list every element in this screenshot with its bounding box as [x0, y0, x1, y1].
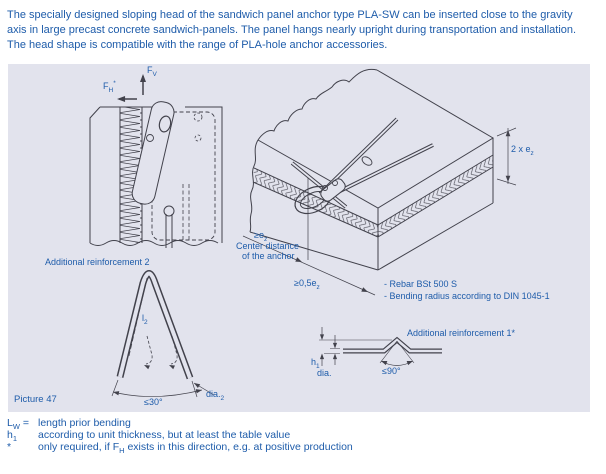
reinforcement2-title: Additional reinforcement 2	[45, 257, 150, 267]
dia-2-label: $dia._2$	[206, 389, 225, 402]
legend-definition: length prior bending	[38, 417, 131, 429]
force-h-label: $F_H^*$	[103, 80, 116, 94]
min-distance-label: $\ge e_z$	[254, 230, 268, 243]
force-v-label: $F_V$	[147, 65, 157, 78]
figure-panel	[8, 64, 590, 412]
force-arrows	[117, 74, 146, 102]
intro-line: The specially designed sloping head of the sandwich panel anchor type PLA-SW can be inserted close to the gravity	[7, 9, 573, 21]
anchor-assembly	[291, 119, 433, 260]
center-distance-caption-1: Center distance	[236, 241, 300, 251]
reinforcement2-diagram	[112, 274, 214, 398]
technical-drawing	[8, 64, 590, 412]
height-h1-label: $h_1$	[311, 357, 320, 370]
intro-line: The head shape is compatible with the range of PLA-hole anchor accessories.	[7, 39, 388, 51]
rebar-note: - Rebar BSt 500 S	[384, 279, 458, 289]
break-wave-left	[250, 140, 258, 232]
cross-section-diagram	[90, 74, 222, 248]
intro-paragraph	[7, 8, 603, 53]
insulation-hatch-left	[253, 168, 378, 237]
break-wave	[90, 241, 218, 246]
legend-term: $h_1$	[7, 429, 18, 444]
force-h-arrow	[117, 96, 125, 102]
legend-definition: according to unit thickness, but at least the table value	[38, 429, 291, 441]
legend-definition: only required, if $F_H$ exists in this direction, e.g. at positive production	[38, 441, 353, 456]
picture-caption: Picture 47	[14, 394, 57, 405]
isometric-panel-diagram	[243, 69, 516, 295]
rebar-hook	[360, 155, 373, 167]
angle-90-label: ≤90°	[382, 366, 401, 376]
angle-arc	[113, 390, 202, 397]
depth-dimension-label: 2 x $e_z$	[511, 144, 534, 157]
reinforcement1-title: Additional reinforcement 1*	[407, 328, 516, 338]
dia-label: dia.	[317, 368, 332, 378]
legend-term: *	[7, 441, 12, 453]
insulation-hatch-right	[378, 155, 493, 237]
center-distance-caption-2: of the anchor	[242, 251, 295, 261]
half-distance-label: $\ge 0,5e_z$	[294, 278, 320, 291]
bending-radius-note: - Bending radius according to DIN 1045-1	[384, 291, 550, 301]
force-v-arrow	[140, 74, 146, 82]
legend-term: $L_W$ =	[7, 417, 29, 432]
angle-30-label: ≤30°	[144, 397, 163, 407]
length-l2-label: $l_2$	[142, 313, 148, 326]
break-wave-top	[258, 69, 377, 140]
dimension-lines	[243, 128, 516, 295]
intro-line: axis in large precast concrete sandwich-panels. The panel hangs nearly upright during transportation and installation.	[7, 24, 577, 36]
